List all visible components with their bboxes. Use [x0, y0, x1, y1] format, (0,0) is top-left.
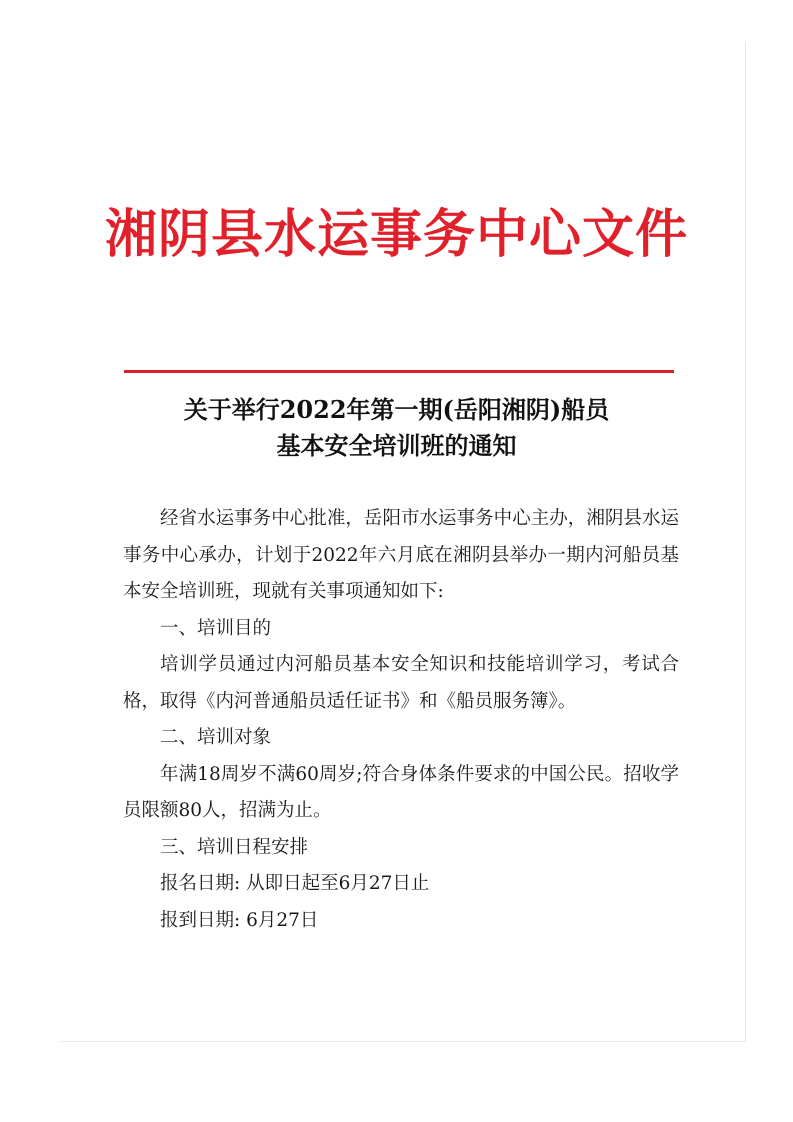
masthead-title: 湘阴县水运事务中心文件 — [104, 205, 688, 265]
section3-heading: 三、培训日程安排 — [160, 836, 309, 858]
section1-heading: 一、培训目的 — [160, 617, 272, 639]
notice-body — [123, 501, 679, 939]
red-divider-line — [124, 370, 674, 373]
notice-title — [120, 392, 673, 464]
checkin-date: 报到日期: 6月27日 — [160, 909, 319, 931]
section2-paragraph: 年满18周岁不满60周岁;符合身体条件要求的中国公民。招收学员限额80人，招满为止。 — [123, 763, 679, 821]
section2-heading: 二、培训对象 — [160, 727, 272, 748]
section1-paragraph: 培训学员通过内河船员基本安全知识和技能培训学习，考试合格，取得《内河普通船员适任证书》和《船员服务簿》。 — [123, 654, 679, 712]
notice-title-line1: 关于举行2022年第一期(岳阳湘阴)船员 — [183, 395, 610, 424]
registration-date: 报名日期: 从即日起至6月27日止 — [160, 873, 430, 894]
intro-paragraph: 经省水运事务中心批准，岳阳市水运事务中心主办，湘阴县水运事务中心承办，计划于2022年六月底在湘阴县举办一期内河船员基本安全培训班，现就有关事项通知如下: — [123, 508, 679, 602]
notice-title-line2: 基本安全培训班的通知 — [276, 431, 517, 460]
